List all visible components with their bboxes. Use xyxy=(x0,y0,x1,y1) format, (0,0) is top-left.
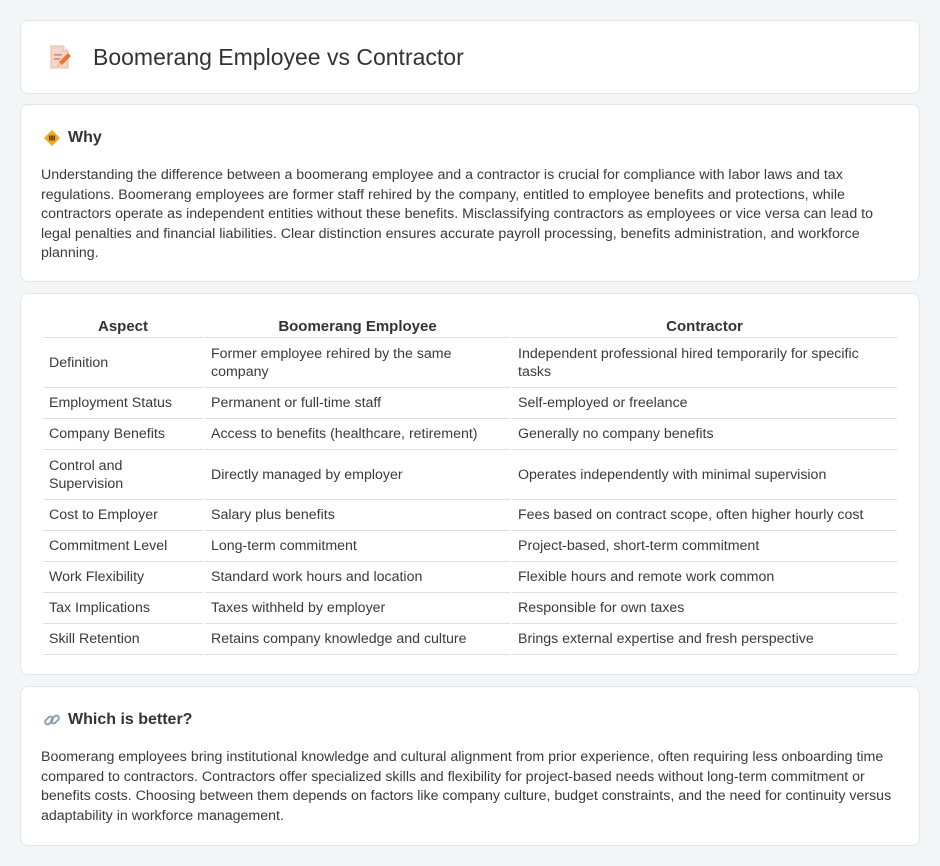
aspect-cell: Cost to Employer xyxy=(43,500,203,531)
better-heading-row xyxy=(43,711,192,729)
aspect-cell: Employment Status xyxy=(43,388,203,419)
boomerang-cell: Former employee rehired by the same company xyxy=(205,338,510,388)
table-row xyxy=(43,562,897,593)
document-pencil-icon xyxy=(45,43,73,71)
contractor-cell: Self-employed or freelance xyxy=(512,388,897,419)
boomerang-cell: Access to benefits (healthcare, retirement) xyxy=(205,419,510,450)
aspect-cell: Control and Supervision xyxy=(43,450,203,500)
comparison-table xyxy=(41,316,899,655)
warning-diamond-icon xyxy=(43,129,61,147)
link-icon xyxy=(43,711,61,729)
table-row xyxy=(43,388,897,419)
better-text: Boomerang employees bring institutional knowledge and cultural alignment from prior experience, often requiring less onboarding time compared to contractors. Contractors offer specialized skills and flexibility for project-based needs without long-term commitment or benefits costs. Choosing between them depends on factors like company culture, budget constraints, and the need for continuity versus adaptability in workforce management. xyxy=(41,749,892,824)
column-header-contractor: Contractor xyxy=(512,316,897,338)
contractor-cell: Independent professional hired temporarily for specific tasks xyxy=(512,338,897,388)
contractor-cell: Responsible for own taxes xyxy=(512,593,897,624)
table-row xyxy=(43,624,897,655)
boomerang-cell: Retains company knowledge and culture xyxy=(205,624,510,655)
aspect-cell: Commitment Level xyxy=(43,531,203,562)
boomerang-cell: Taxes withheld by employer xyxy=(205,593,510,624)
table-row xyxy=(43,593,897,624)
column-header-boomerang: Boomerang Employee xyxy=(205,316,510,338)
boomerang-cell: Permanent or full-time staff xyxy=(205,388,510,419)
contractor-cell: Project-based, short-term commitment xyxy=(512,531,897,562)
boomerang-cell: Standard work hours and location xyxy=(205,562,510,593)
header-card xyxy=(20,20,920,94)
why-text: Understanding the difference between a boomerang employee and a contractor is crucial for compliance with labor laws and tax regulations. Boomerang employees are former staff rehired by the company, entitled to employee benefits and protections, while contractors operate as independent entities without these benefits. Misclassifying contractors as employees or vice versa can lead to legal penalties and financial liabilities. Clear distinction ensures accurate payroll processing, benefits administration, and workforce planning. xyxy=(41,167,873,262)
comparison-card xyxy=(20,293,920,675)
why-heading-row xyxy=(43,129,102,147)
table-row xyxy=(43,450,897,500)
why-heading: Why xyxy=(68,129,102,146)
contractor-cell: Flexible hours and remote work common xyxy=(512,562,897,593)
table-row xyxy=(43,500,897,531)
table-header-row xyxy=(43,316,897,338)
better-heading: Which is better? xyxy=(68,711,193,728)
column-header-aspect: Aspect xyxy=(43,316,203,338)
contractor-cell: Fees based on contract scope, often higher hourly cost xyxy=(512,500,897,531)
aspect-cell: Definition xyxy=(43,338,203,388)
boomerang-cell: Long-term commitment xyxy=(205,531,510,562)
table-row xyxy=(43,419,897,450)
why-card xyxy=(20,104,920,282)
aspect-cell: Tax Implications xyxy=(43,593,203,624)
aspect-cell: Work Flexibility xyxy=(43,562,203,593)
contractor-cell: Generally no company benefits xyxy=(512,419,897,450)
page-title: Boomerang Employee vs Contractor xyxy=(93,43,464,70)
aspect-cell: Company Benefits xyxy=(43,419,203,450)
contractor-cell: Brings external expertise and fresh perspective xyxy=(512,624,897,655)
which-is-better-card xyxy=(20,686,920,846)
aspect-cell: Skill Retention xyxy=(43,624,203,655)
table-row xyxy=(43,531,897,562)
table-row xyxy=(43,338,897,388)
boomerang-cell: Directly managed by employer xyxy=(205,450,510,500)
title-row xyxy=(45,43,464,71)
boomerang-cell: Salary plus benefits xyxy=(205,500,510,531)
contractor-cell: Operates independently with minimal supervision xyxy=(512,450,897,500)
